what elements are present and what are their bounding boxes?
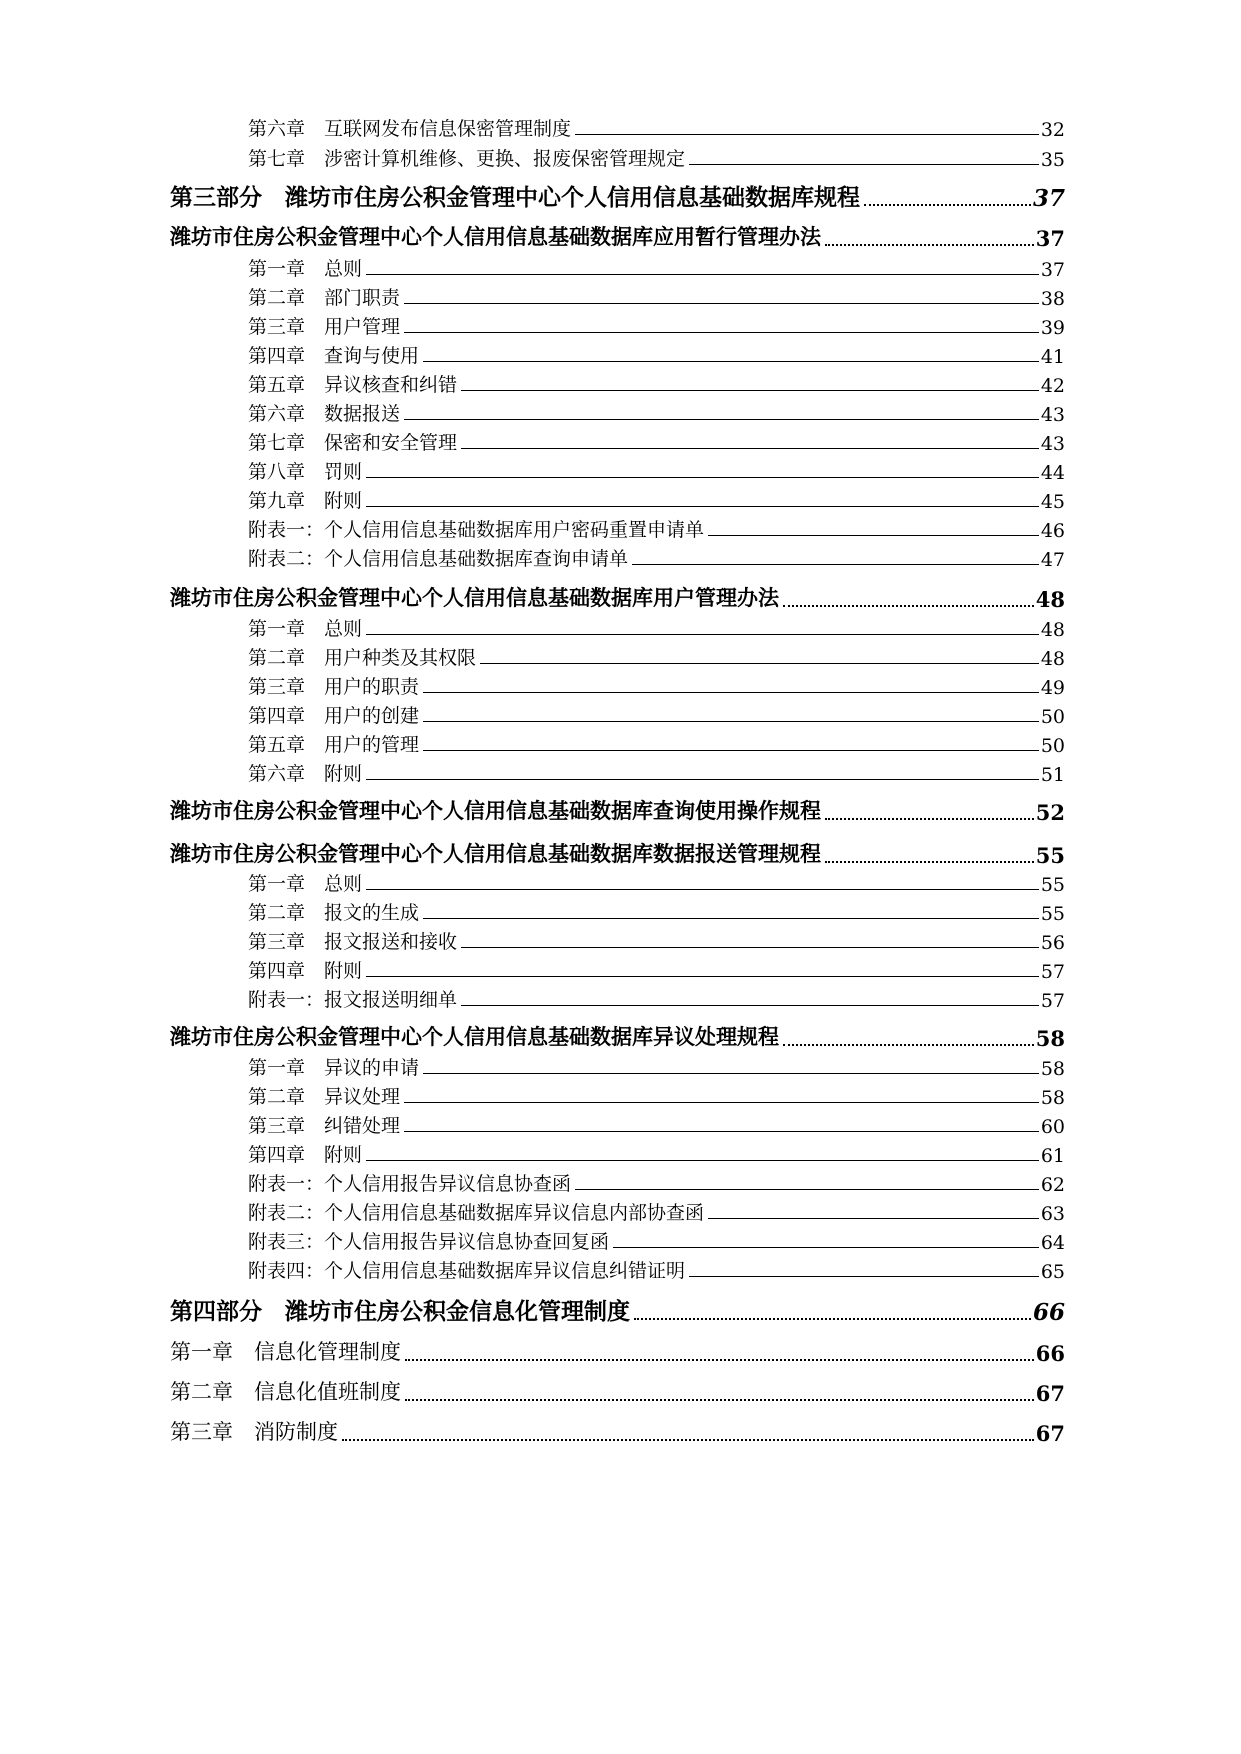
toc-page-number: 39 <box>1040 317 1065 339</box>
toc-entry-sub[interactable] <box>248 280 1065 310</box>
toc-page-number: 43 <box>1040 404 1065 426</box>
toc-entry-title: 第二章 部门职责 <box>248 287 401 309</box>
toc-leader <box>423 692 1039 693</box>
toc-entry-title: 第四章 附则 <box>248 1144 363 1166</box>
toc-leader <box>366 779 1039 780</box>
toc-entry-title: 附表二：个人信用信息基础数据库异议信息内部协查函 <box>248 1202 705 1224</box>
toc-leader <box>825 861 1034 863</box>
toc-page-number: 47 <box>1040 549 1065 571</box>
toc-entry-title: 潍坊市住房公积金管理中心个人信用信息基础数据库应用暂行管理办法 <box>170 224 821 249</box>
toc-page-number: 62 <box>1040 1174 1065 1196</box>
toc-entry-title: 第三章 用户管理 <box>248 316 401 338</box>
toc-entry-sub[interactable] <box>248 895 1065 925</box>
toc-leader <box>613 1247 1039 1248</box>
toc-entry-title: 第四部分 潍坊市住房公积金信息化管理制度 <box>170 1298 630 1325</box>
toc-entry-sec[interactable] <box>170 582 1065 612</box>
toc-entry-sub[interactable] <box>248 1050 1065 1080</box>
toc-leader <box>708 535 1039 536</box>
toc-leader <box>825 818 1034 820</box>
toc-entry-title: 附表一：个人信用报告异议信息协查函 <box>248 1173 572 1195</box>
toc-page-number: 50 <box>1040 706 1065 728</box>
toc-page-number: 67 <box>1035 1381 1065 1406</box>
toc-page-number: 50 <box>1040 735 1065 757</box>
toc-entry-sec[interactable] <box>170 838 1065 868</box>
toc-page-number: 38 <box>1040 288 1065 310</box>
toc-entry-title: 第一章 异议的申请 <box>248 1057 420 1079</box>
toc-page-number: 55 <box>1040 874 1065 896</box>
toc-entry-sub[interactable] <box>248 512 1065 542</box>
toc-leader <box>689 164 1039 165</box>
toc-entry-title: 潍坊市住房公积金管理中心个人信用信息基础数据库查询使用操作规程 <box>170 798 821 823</box>
toc-entry-sub[interactable] <box>248 251 1065 281</box>
toc-entry-title: 第四章 用户的创建 <box>248 705 420 727</box>
toc-entry-sub[interactable] <box>248 924 1065 954</box>
toc-entry-sub[interactable] <box>248 483 1065 513</box>
toc-page-number: 42 <box>1040 375 1065 397</box>
toc-entry-title: 附表四：个人信用信息基础数据库异议信息纠错证明 <box>248 1260 686 1282</box>
toc-entry-sub[interactable] <box>248 425 1065 455</box>
toc-entry-title: 第三章 消防制度 <box>170 1420 338 1444</box>
toc-entry-title: 第九章 附则 <box>248 490 363 512</box>
toc-entry-sub[interactable] <box>248 611 1065 641</box>
toc-leader <box>461 947 1039 948</box>
toc-page-number: 41 <box>1040 346 1065 368</box>
toc-leader <box>783 1044 1034 1046</box>
toc-page-number: 65 <box>1040 1261 1065 1283</box>
toc-page-number: 55 <box>1035 843 1065 868</box>
toc-page-number: 55 <box>1040 903 1065 925</box>
toc-entry-title: 第七章 涉密计算机维修、更换、报废保密管理规定 <box>248 148 686 170</box>
toc-leader <box>404 332 1039 333</box>
toc-entry-title: 第六章 数据报送 <box>248 403 401 425</box>
toc-entry-sec[interactable] <box>170 221 1065 251</box>
toc-page-number: 66 <box>1032 1299 1065 1326</box>
toc-entry-title: 第一章 总则 <box>248 258 363 280</box>
toc-page-number: 49 <box>1040 677 1065 699</box>
toc-leader <box>689 1276 1039 1277</box>
toc-entry-title: 第四章 查询与使用 <box>248 345 420 367</box>
toc-entry-sec[interactable] <box>170 1021 1065 1051</box>
toc-entry-sub[interactable] <box>248 541 1065 571</box>
toc-entry-sec[interactable] <box>170 795 1065 825</box>
toc-entry-title: 附表一：个人信用信息基础数据库用户密码重置申请单 <box>248 519 705 541</box>
toc-entry-title: 第五章 异议核查和纠错 <box>248 374 458 396</box>
toc-entry-sub[interactable] <box>248 640 1065 670</box>
toc-page-number: 57 <box>1040 961 1065 983</box>
toc-page-number: 52 <box>1035 800 1065 825</box>
toc-entry-chap[interactable] <box>170 1334 1065 1366</box>
toc-entry-sub[interactable] <box>248 1108 1065 1138</box>
toc-entry-title: 第二章 信息化值班制度 <box>170 1380 401 1404</box>
toc-leader <box>405 1399 1034 1401</box>
toc-entry-sub[interactable] <box>248 727 1065 757</box>
toc-entry-sub[interactable] <box>248 1224 1065 1254</box>
toc-entry-sub[interactable] <box>248 1166 1065 1196</box>
toc-page-number: 61 <box>1040 1145 1065 1167</box>
toc-page-number: 67 <box>1035 1421 1065 1446</box>
toc-entry-sub[interactable] <box>248 1253 1065 1283</box>
toc-leader <box>634 1318 1031 1320</box>
toc-entry-sub[interactable] <box>248 396 1065 426</box>
toc-leader <box>708 1218 1039 1219</box>
toc-entry-title: 第七章 保密和安全管理 <box>248 432 458 454</box>
toc-entry-title: 第三章 报文报送和接收 <box>248 931 458 953</box>
toc-entry-title: 附表三：个人信用报告异议信息协查回复函 <box>248 1231 610 1253</box>
toc-page-number: 48 <box>1040 648 1065 670</box>
toc-entry-sub[interactable] <box>248 866 1065 896</box>
toc-entry-title: 第一章 总则 <box>248 873 363 895</box>
toc-page-number: 51 <box>1040 764 1065 786</box>
toc-leader <box>575 1189 1039 1190</box>
toc-entry-title: 第三章 用户的职责 <box>248 676 420 698</box>
toc-leader <box>461 1005 1039 1006</box>
toc-entry-sub[interactable] <box>248 698 1065 728</box>
toc-leader <box>864 204 1031 206</box>
toc-leader <box>404 419 1039 420</box>
toc-entry-sub[interactable] <box>248 1137 1065 1167</box>
toc-leader <box>366 976 1039 977</box>
toc-entry-title: 第一章 总则 <box>248 618 363 640</box>
toc-entry-sub[interactable] <box>248 454 1065 484</box>
toc-page-number: 48 <box>1040 619 1065 641</box>
toc-page-number: 37 <box>1032 185 1065 212</box>
toc-entry-title: 第六章 附则 <box>248 763 363 785</box>
toc-entry-title: 第四章 附则 <box>248 960 363 982</box>
toc-entry-title: 第三章 纠错处理 <box>248 1115 401 1137</box>
toc-entry-sub[interactable] <box>248 1195 1065 1225</box>
toc-page-number: 56 <box>1040 932 1065 954</box>
toc-leader <box>366 889 1039 890</box>
toc-leader <box>461 448 1039 449</box>
toc-entry-title: 第五章 用户的管理 <box>248 734 420 756</box>
toc-entry-sub[interactable] <box>248 338 1065 368</box>
toc-entry-title: 第二章 用户种类及其权限 <box>248 647 477 669</box>
toc-leader <box>366 274 1039 275</box>
toc-page-number: 63 <box>1040 1203 1065 1225</box>
toc-leader <box>366 1160 1039 1161</box>
toc-leader <box>480 663 1039 664</box>
toc-entry-sub[interactable] <box>248 756 1065 786</box>
toc-entry-sub[interactable] <box>248 1079 1065 1109</box>
toc-page-number: 35 <box>1040 149 1065 171</box>
toc-entry-part[interactable] <box>170 1292 1065 1326</box>
toc-leader <box>423 1073 1039 1074</box>
toc-leader <box>342 1439 1034 1441</box>
toc-entry-title: 第一章 信息化管理制度 <box>170 1340 401 1364</box>
toc-page-number: 60 <box>1040 1116 1065 1138</box>
toc-leader <box>404 1131 1039 1132</box>
toc-leader <box>405 1359 1034 1361</box>
toc-entry-title: 第二章 报文的生成 <box>248 902 420 924</box>
toc-entry-chap[interactable] <box>170 1374 1065 1406</box>
toc-page-number: 45 <box>1040 491 1065 513</box>
toc-page-number: 57 <box>1040 990 1065 1012</box>
toc-page-number: 43 <box>1040 433 1065 455</box>
toc-entry-title: 第六章 互联网发布信息保密管理制度 <box>248 118 572 140</box>
toc-leader <box>404 303 1039 304</box>
toc-page-number: 66 <box>1035 1341 1065 1366</box>
toc-entry-title: 第三部分 潍坊市住房公积金管理中心个人信用信息基础数据库规程 <box>170 184 860 211</box>
toc-page-number: 58 <box>1035 1026 1065 1051</box>
toc-leader <box>404 1102 1039 1103</box>
toc-entry-sub[interactable] <box>248 367 1065 397</box>
toc-entry-sub[interactable] <box>248 982 1065 1012</box>
toc-entry-sub[interactable] <box>248 669 1065 699</box>
toc-leader <box>461 390 1039 391</box>
toc-leader <box>632 564 1039 565</box>
toc-entry-title: 潍坊市住房公积金管理中心个人信用信息基础数据库用户管理办法 <box>170 585 779 610</box>
toc-leader <box>423 721 1039 722</box>
toc-leader <box>825 244 1034 246</box>
toc-leader <box>423 750 1039 751</box>
toc-entry-sub[interactable] <box>248 309 1065 339</box>
toc-entry-title: 第二章 异议处理 <box>248 1086 401 1108</box>
toc-entry-title: 附表二：个人信用信息基础数据库查询申请单 <box>248 548 629 570</box>
toc-page-number: 44 <box>1040 462 1065 484</box>
toc-entry-title: 潍坊市住房公积金管理中心个人信用信息基础数据库数据报送管理规程 <box>170 841 821 866</box>
toc-entry-chap[interactable] <box>170 1414 1065 1446</box>
toc-leader <box>423 361 1039 362</box>
toc-page-number: 32 <box>1040 119 1065 141</box>
toc-entry-part[interactable] <box>170 178 1065 212</box>
toc-entry-title: 附表一：报文报送明细单 <box>248 989 458 1011</box>
toc-leader <box>366 477 1039 478</box>
toc-leader <box>366 506 1039 507</box>
toc-leader <box>575 134 1039 135</box>
toc-leader <box>423 918 1039 919</box>
toc-entry-sub[interactable] <box>248 111 1065 141</box>
toc-page-number: 58 <box>1040 1087 1065 1109</box>
toc-leader <box>366 634 1039 635</box>
toc-leader <box>783 605 1034 607</box>
toc-page-number: 37 <box>1040 259 1065 281</box>
toc-entry-sub[interactable] <box>248 141 1065 171</box>
toc-page-number: 58 <box>1040 1058 1065 1080</box>
toc-entry-title: 潍坊市住房公积金管理中心个人信用信息基础数据库异议处理规程 <box>170 1024 779 1049</box>
toc-page-number: 64 <box>1040 1232 1065 1254</box>
toc-entry-sub[interactable] <box>248 953 1065 983</box>
toc-entry-title: 第八章 罚则 <box>248 461 363 483</box>
toc-page-number: 37 <box>1035 226 1065 251</box>
toc-page-number: 46 <box>1040 520 1065 542</box>
toc-page-number: 48 <box>1035 587 1065 612</box>
